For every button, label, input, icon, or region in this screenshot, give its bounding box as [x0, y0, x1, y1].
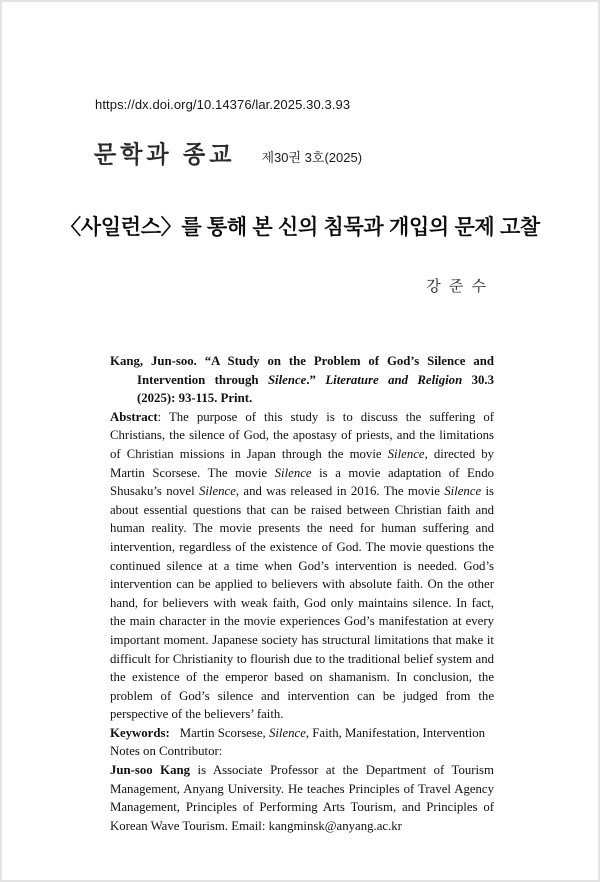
abstract-text: : The purpose of this study is to discuss the suffering of Christians, the silence of God, the apostasy of priests, and the limitations of Christian missions in Japan through the movie Silence, directed by Martin Scorsese. The movie Silence is a movie adaptation of Endo Shusaku’s novel Silence, and was released in 2016. The movie Silence is about essential questions that can be raised between Christian faith and human reality. The movie presents the need for human suffering and intervention, regardless of the existence of God. The movie questions the continued silence at a time when God’s intervention is needed. God’s intervention can be applied to believers with absolute faith. On the other hand, for believers with weak faith, God only maintains silence. In fact, the main character in the movie experiences God’s manifestation at every important moment. Japanese society has structural limitations that make it difficult for Christianity to flourish due to the traditional belief system and the existence of the emperor based on shamanism. In conclusion, the problem of God’s silence and intervention can be judged from the perspective of the believers’ faith. — [110, 409, 495, 722]
paper-title: 〈사일런스〉를 통해 본 신의 침묵과 개입의 문제 고찰 — [60, 216, 540, 239]
journal-logo: 문학과 종교 — [94, 140, 236, 168]
keywords-line — [110, 724, 494, 743]
contributor-heading: Notes on Contributor: — [110, 744, 223, 759]
journal-issue-label: 제30권 3호(2025) — [261, 150, 363, 165]
keywords-text: Martin Scorsese, Silence, Faith, Manifestation, Intervention — [179, 725, 486, 740]
journal-header — [94, 136, 598, 169]
abstract-block — [110, 352, 494, 835]
abstract-label: Abstract — [110, 409, 158, 424]
keywords-label: Keywords: — [110, 725, 170, 740]
abstract-paragraph — [110, 408, 494, 724]
author-name: 강 준 수 — [426, 278, 488, 295]
contributor-text: Jun-soo Kang is Associate Professor at the Department of Tourism Management, Anyang University. He teaches Principles of Travel Agency Management, Principles of Performing Arts Tourism, and Principles of Korean Wave Tourism. Email: kangminsk@anyang.ac.kr — [110, 763, 494, 833]
doi-link: https://dx.doi.org/10.14376/lar.2025.30.3.93 — [95, 97, 351, 112]
citation-text: Kang, Jun-soo. “A Study on the Problem of God’s Silence and Intervention through Silence.” Literature and Religion 30.3 (2025): 93-115. Print. — [110, 354, 495, 406]
